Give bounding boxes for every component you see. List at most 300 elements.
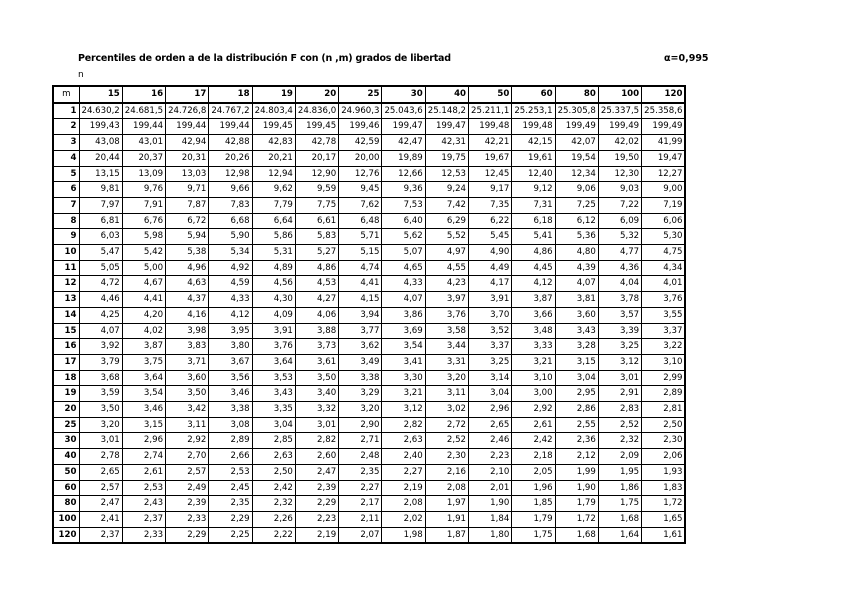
table-cell: 3,54	[122, 386, 165, 402]
table-cell: 4,07	[79, 323, 122, 339]
table-row	[53, 292, 685, 308]
table-cell: 2,50	[642, 417, 686, 433]
table-cell: 2,33	[166, 511, 209, 527]
table-cell: 199,44	[166, 119, 209, 135]
row-header: 1	[53, 103, 79, 119]
table-cell: 2,89	[642, 386, 686, 402]
table-cell: 2,37	[79, 527, 122, 543]
table-cell: 1,99	[555, 464, 598, 480]
table-row	[53, 386, 685, 402]
table-row	[53, 197, 685, 213]
table-cell: 3,12	[598, 354, 641, 370]
table-cell: 4,17	[469, 276, 512, 292]
table-cell: 3,01	[295, 417, 338, 433]
table-cell: 4,55	[425, 260, 468, 276]
column-header: 17	[166, 86, 209, 103]
row-header: 4	[53, 150, 79, 166]
header-row	[53, 86, 685, 103]
table-cell: 1,80	[469, 527, 512, 543]
table-cell: 5,42	[122, 245, 165, 261]
table-cell: 1,72	[555, 511, 598, 527]
row-header: 120	[53, 527, 79, 543]
row-header: 14	[53, 307, 79, 323]
table-cell: 2,26	[252, 511, 295, 527]
table-cell: 4,53	[295, 276, 338, 292]
table-cell: 3,50	[166, 386, 209, 402]
table-cell: 41,99	[642, 135, 686, 151]
table-cell: 2,29	[166, 527, 209, 543]
table-cell: 2,57	[166, 464, 209, 480]
table-cell: 2,08	[425, 480, 468, 496]
column-header: 40	[425, 86, 468, 103]
table-cell: 13,03	[166, 166, 209, 182]
table-cell: 2,39	[166, 496, 209, 512]
table-row	[53, 276, 685, 292]
table-cell: 2,02	[382, 511, 425, 527]
table-cell: 1,85	[512, 496, 555, 512]
row-header: 17	[53, 354, 79, 370]
table-cell: 2,19	[295, 527, 338, 543]
column-header: 100	[598, 86, 641, 103]
row-header: 15	[53, 323, 79, 339]
f-distribution-table	[52, 85, 686, 544]
table-cell: 12,27	[642, 166, 686, 182]
table-cell: 3,60	[166, 370, 209, 386]
table-cell: 3,50	[295, 370, 338, 386]
table-cell: 2,16	[425, 464, 468, 480]
table-row	[53, 119, 685, 135]
table-cell: 2,09	[598, 449, 641, 465]
table-cell: 42,47	[382, 135, 425, 151]
table-cell: 2,50	[252, 464, 295, 480]
row-header: 13	[53, 292, 79, 308]
table-cell: 199,44	[209, 119, 252, 135]
table-cell: 9,00	[642, 182, 686, 198]
table-cell: 2,29	[295, 496, 338, 512]
table-cell: 3,56	[209, 370, 252, 386]
table-cell: 12,45	[469, 166, 512, 182]
table-cell: 9,71	[166, 182, 209, 198]
table-cell: 20,37	[122, 150, 165, 166]
table-cell: 19,54	[555, 150, 598, 166]
table-cell: 2,27	[339, 480, 382, 496]
table-cell: 20,00	[339, 150, 382, 166]
table-cell: 2,48	[339, 449, 382, 465]
table-cell: 7,91	[122, 197, 165, 213]
table-cell: 7,97	[79, 197, 122, 213]
table-cell: 6,72	[166, 213, 209, 229]
table-cell: 1,95	[598, 464, 641, 480]
table-cell: 2,83	[598, 402, 641, 418]
table-cell: 6,48	[339, 213, 382, 229]
table-cell: 19,75	[425, 150, 468, 166]
table-cell: 24.681,5	[122, 103, 165, 119]
table-cell: 43,08	[79, 135, 122, 151]
table-cell: 1,90	[555, 480, 598, 496]
table-cell: 1,84	[469, 511, 512, 527]
table-cell: 2,30	[642, 433, 686, 449]
table-cell: 42,59	[339, 135, 382, 151]
table-cell: 2,82	[295, 433, 338, 449]
column-header: 19	[252, 86, 295, 103]
row-header: 3	[53, 135, 79, 151]
table-cell: 19,89	[382, 150, 425, 166]
table-cell: 2,49	[166, 480, 209, 496]
table-cell: 4,89	[252, 260, 295, 276]
table-cell: 3,66	[512, 307, 555, 323]
table-row	[53, 496, 685, 512]
column-header: 80	[555, 86, 598, 103]
table-cell: 3,25	[598, 339, 641, 355]
table-cell: 5,05	[79, 260, 122, 276]
table-cell: 3,75	[122, 354, 165, 370]
table-cell: 2,63	[252, 449, 295, 465]
table-cell: 3,48	[512, 323, 555, 339]
table-cell: 4,02	[122, 323, 165, 339]
column-header: 16	[122, 86, 165, 103]
table-cell: 1,96	[512, 480, 555, 496]
table-cell: 3,57	[598, 307, 641, 323]
table-cell: 2,53	[209, 464, 252, 480]
column-header: 120	[642, 86, 686, 103]
table-cell: 2,72	[425, 417, 468, 433]
table-cell: 1,83	[642, 480, 686, 496]
table-cell: 6,29	[425, 213, 468, 229]
row-header: 18	[53, 370, 79, 386]
table-cell: 2,52	[425, 433, 468, 449]
table-cell: 2,10	[469, 464, 512, 480]
table-cell: 5,47	[79, 245, 122, 261]
row-header: 100	[53, 511, 79, 527]
table-cell: 3,41	[382, 354, 425, 370]
table-cell: 2,32	[598, 433, 641, 449]
table-row	[53, 370, 685, 386]
table-cell: 4,07	[555, 276, 598, 292]
table-cell: 6,09	[598, 213, 641, 229]
table-cell: 3,68	[79, 370, 122, 386]
table-cell: 2,23	[469, 449, 512, 465]
table-cell: 1,90	[469, 496, 512, 512]
column-header: 50	[469, 86, 512, 103]
table-cell: 2,18	[512, 449, 555, 465]
table-cell: 3,95	[209, 323, 252, 339]
column-header: 60	[512, 86, 555, 103]
table-cell: 1,75	[598, 496, 641, 512]
table-cell: 3,37	[642, 323, 686, 339]
table-cell: 2,99	[642, 370, 686, 386]
table-cell: 1,79	[512, 511, 555, 527]
table-cell: 3,02	[425, 402, 468, 418]
table-cell: 2,63	[382, 433, 425, 449]
table-cell: 25.337,5	[598, 103, 641, 119]
table-cell: 20,17	[295, 150, 338, 166]
table-cell: 3,98	[166, 323, 209, 339]
table-cell: 12,34	[555, 166, 598, 182]
table-cell: 5,07	[382, 245, 425, 261]
table-cell: 1,68	[555, 527, 598, 543]
table-cell: 5,38	[166, 245, 209, 261]
table-cell: 9,76	[122, 182, 165, 198]
table-cell: 3,00	[512, 386, 555, 402]
row-header: 19	[53, 386, 79, 402]
table-cell: 4,80	[555, 245, 598, 261]
table-cell: 1,97	[425, 496, 468, 512]
table-cell: 1,79	[555, 496, 598, 512]
table-cell: 3,53	[252, 370, 295, 386]
table-cell: 2,17	[339, 496, 382, 512]
table-cell: 20,21	[252, 150, 295, 166]
table-cell: 3,32	[295, 402, 338, 418]
table-cell: 7,22	[598, 197, 641, 213]
table-cell: 3,87	[512, 292, 555, 308]
table-cell: 3,08	[209, 417, 252, 433]
table-cell: 3,50	[79, 402, 122, 418]
table-cell: 5,86	[252, 229, 295, 245]
table-cell: 19,50	[598, 150, 641, 166]
table-cell: 25.043,6	[382, 103, 425, 119]
table-cell: 199,47	[425, 119, 468, 135]
table-cell: 12,94	[252, 166, 295, 182]
table-cell: 3,35	[252, 402, 295, 418]
table-cell: 2,46	[469, 433, 512, 449]
table-cell: 2,47	[79, 496, 122, 512]
table-cell: 4,15	[339, 292, 382, 308]
table-cell: 4,92	[209, 260, 252, 276]
table-cell: 42,78	[295, 135, 338, 151]
table-cell: 7,31	[512, 197, 555, 213]
table-cell: 2,86	[555, 402, 598, 418]
table-cell: 3,52	[469, 323, 512, 339]
table-cell: 4,07	[382, 292, 425, 308]
table-cell: 199,43	[79, 119, 122, 135]
row-header: 20	[53, 402, 79, 418]
table-cell: 3,61	[295, 354, 338, 370]
table-cell: 2,22	[252, 527, 295, 543]
table-cell: 6,12	[555, 213, 598, 229]
table-cell: 3,69	[382, 323, 425, 339]
table-cell: 3,46	[209, 386, 252, 402]
table-cell: 3,21	[512, 354, 555, 370]
table-cell: 1,61	[642, 527, 686, 543]
row-header: 10	[53, 245, 79, 261]
table-row	[53, 527, 685, 543]
table-cell: 3,15	[555, 354, 598, 370]
table-cell: 2,81	[642, 402, 686, 418]
table-cell: 5,00	[122, 260, 165, 276]
table-row	[53, 417, 685, 433]
table-cell: 3,60	[555, 307, 598, 323]
table-row	[53, 182, 685, 198]
table-cell: 43,01	[122, 135, 165, 151]
table-cell: 9,45	[339, 182, 382, 198]
page-title: Percentiles de orden a de la distribución F con (n ,m) grados de libertad	[78, 53, 451, 64]
table-cell: 42,02	[598, 135, 641, 151]
table-cell: 3,91	[252, 323, 295, 339]
row-header: 30	[53, 433, 79, 449]
column-header: 30	[382, 86, 425, 103]
table-cell: 2,43	[122, 496, 165, 512]
table-cell: 42,88	[209, 135, 252, 151]
table-cell: 5,41	[512, 229, 555, 245]
table-cell: 9,03	[598, 182, 641, 198]
table-cell: 1,91	[425, 511, 468, 527]
table-cell: 3,55	[642, 307, 686, 323]
row-header: 50	[53, 464, 79, 480]
row-header: 60	[53, 480, 79, 496]
table-cell: 4,63	[166, 276, 209, 292]
table-cell: 19,67	[469, 150, 512, 166]
table-cell: 6,03	[79, 229, 122, 245]
table-cell: 3,79	[79, 354, 122, 370]
table-cell: 3,37	[469, 339, 512, 355]
table-cell: 4,39	[555, 260, 598, 276]
table-cell: 3,64	[122, 370, 165, 386]
table-cell: 2,95	[555, 386, 598, 402]
table-cell: 20,44	[79, 150, 122, 166]
table-cell: 2,01	[469, 480, 512, 496]
table-cell: 3,59	[79, 386, 122, 402]
table-row	[53, 260, 685, 276]
table-cell: 4,12	[512, 276, 555, 292]
table-cell: 4,36	[598, 260, 641, 276]
table-cell: 2,08	[382, 496, 425, 512]
column-header: 18	[209, 86, 252, 103]
table-cell: 3,33	[512, 339, 555, 355]
table-cell: 4,30	[252, 292, 295, 308]
table-cell: 12,53	[425, 166, 468, 182]
table-cell: 3,22	[642, 339, 686, 355]
table-row	[53, 464, 685, 480]
table-cell: 5,62	[382, 229, 425, 245]
table-cell: 2,42	[252, 480, 295, 496]
table-cell: 2,39	[295, 480, 338, 496]
row-header: 5	[53, 166, 79, 182]
table-cell: 13,15	[79, 166, 122, 182]
table-cell: 2,89	[209, 433, 252, 449]
table-cell: 3,64	[252, 354, 295, 370]
table-row	[53, 511, 685, 527]
table-cell: 2,11	[339, 511, 382, 527]
table-cell: 3,38	[339, 370, 382, 386]
table-cell: 6,68	[209, 213, 252, 229]
table-cell: 3,76	[425, 307, 468, 323]
table-cell: 3,86	[382, 307, 425, 323]
table-cell: 5,15	[339, 245, 382, 261]
table-cell: 3,70	[469, 307, 512, 323]
table-cell: 6,61	[295, 213, 338, 229]
table-cell: 4,67	[122, 276, 165, 292]
table-cell: 3,97	[425, 292, 468, 308]
table-cell: 6,22	[469, 213, 512, 229]
table-cell: 199,45	[252, 119, 295, 135]
row-header: 7	[53, 197, 79, 213]
table-cell: 1,72	[642, 496, 686, 512]
table-cell: 9,17	[469, 182, 512, 198]
table-cell: 1,93	[642, 464, 686, 480]
table-cell: 1,86	[598, 480, 641, 496]
table-cell: 3,76	[252, 339, 295, 355]
table-cell: 12,98	[209, 166, 252, 182]
table-cell: 4,97	[425, 245, 468, 261]
table-cell: 3,10	[642, 354, 686, 370]
table-cell: 4,45	[512, 260, 555, 276]
n-axis-label: n	[78, 70, 84, 80]
table-cell: 3,91	[469, 292, 512, 308]
table-cell: 3,80	[209, 339, 252, 355]
table-cell: 4,33	[209, 292, 252, 308]
table-cell: 3,30	[382, 370, 425, 386]
table-cell: 3,11	[425, 386, 468, 402]
table-row	[53, 402, 685, 418]
table-cell: 199,47	[382, 119, 425, 135]
table-row	[53, 166, 685, 182]
table-cell: 2,66	[209, 449, 252, 465]
table-row	[53, 150, 685, 166]
table-cell: 2,55	[555, 417, 598, 433]
table-cell: 7,62	[339, 197, 382, 213]
table-cell: 3,67	[209, 354, 252, 370]
row-header: 11	[53, 260, 79, 276]
table-cell: 2,30	[425, 449, 468, 465]
table-cell: 4,65	[382, 260, 425, 276]
table-cell: 4,04	[598, 276, 641, 292]
table-cell: 2,32	[252, 496, 295, 512]
table-cell: 2,61	[122, 464, 165, 480]
table-cell: 3,20	[79, 417, 122, 433]
table-row	[53, 323, 685, 339]
table-cell: 1,64	[598, 527, 641, 543]
table-cell: 3,39	[598, 323, 641, 339]
table-cell: 5,52	[425, 229, 468, 245]
table-cell: 3,43	[252, 386, 295, 402]
table-cell: 6,40	[382, 213, 425, 229]
table-cell: 2,91	[598, 386, 641, 402]
table-cell: 24.767,2	[209, 103, 252, 119]
table-cell: 5,83	[295, 229, 338, 245]
table-row	[53, 480, 685, 496]
table-cell: 3,31	[425, 354, 468, 370]
table-cell: 42,94	[166, 135, 209, 151]
table-cell: 199,49	[642, 119, 686, 135]
table-cell: 24.836,0	[295, 103, 338, 119]
table-cell: 2,92	[166, 433, 209, 449]
table-cell: 4,77	[598, 245, 641, 261]
table-cell: 6,81	[79, 213, 122, 229]
table-cell: 199,45	[295, 119, 338, 135]
table-cell: 5,90	[209, 229, 252, 245]
table-cell: 4,96	[166, 260, 209, 276]
table-cell: 20,26	[209, 150, 252, 166]
table-cell: 199,48	[512, 119, 555, 135]
row-header: 9	[53, 229, 79, 245]
table-cell: 3,04	[555, 370, 598, 386]
row-header: 25	[53, 417, 79, 433]
table-cell: 199,44	[122, 119, 165, 135]
row-header: 16	[53, 339, 79, 355]
table-cell: 2,70	[166, 449, 209, 465]
table-cell: 25.358,6	[642, 103, 686, 119]
table-cell: 3,62	[339, 339, 382, 355]
table-cell: 2,23	[295, 511, 338, 527]
table-cell: 1,98	[382, 527, 425, 543]
table-cell: 199,48	[469, 119, 512, 135]
table-cell: 199,49	[598, 119, 641, 135]
table-cell: 2,35	[209, 496, 252, 512]
table-cell: 3,10	[512, 370, 555, 386]
table-cell: 7,35	[469, 197, 512, 213]
table-cell: 2,27	[382, 464, 425, 480]
table-cell: 5,71	[339, 229, 382, 245]
